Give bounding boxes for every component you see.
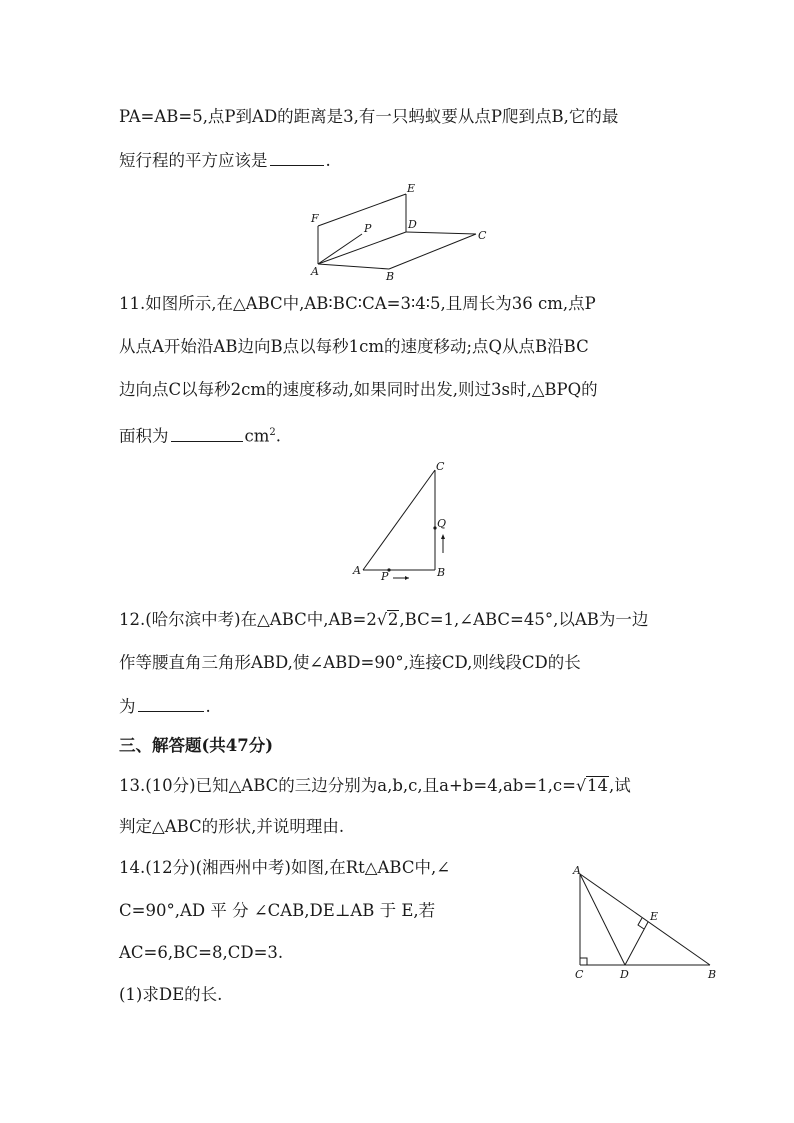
q11-line-4-text: 面积为 [119,426,169,446]
section-3-title: 三、解答题(共47分) [119,736,274,755]
q11-line-3: 边向点C以每秒2cm的速度移动,如果同时出发,则过3s时,△BPQ的 [119,380,598,399]
q10-line-2-end: . [325,151,331,170]
q11-edge-ca [363,470,435,570]
q14-line-1: 14.(12分)(湘西州中考)如图,在Rt△ABC中,∠ [119,858,451,877]
q12-line-3-end: . [205,697,211,716]
q14-segment-ad [580,874,625,965]
q10-edge-fe [318,194,406,226]
q10-figure [300,180,500,285]
q11-unit-exponent: 2 [269,427,276,438]
q11-line-4-end: . [275,426,282,446]
q11-label-c: C [436,460,445,473]
q14-line-2: C=90°,AD 平 分 ∠CAB,DE⊥AB 于 E,若 [119,901,436,920]
q11-unit: cm [244,426,270,446]
q11-line-2: 从点A开始沿AB边向B点以每秒1cm的速度移动;点Q从点B沿BC [119,337,589,356]
q14-segment-de [625,922,648,965]
q10-label-a: A [311,265,319,278]
q11-label-p: P [381,570,389,583]
q12-line-1-post: ,BC=1,∠ABC=45°,以AB为一边 [399,610,649,629]
q11-arrow-p-head [405,576,409,580]
q14-label-c: C [575,968,584,981]
q11-line-1: 11.如图所示,在△ABC中,AB∶BC∶CA=3∶4∶5,且周长为36 cm,点P [119,294,596,313]
q14-right-angle-e [638,918,644,929]
q12-line-3 [119,695,211,718]
q14-line-4: (1)求DE的长. [119,985,223,1004]
q11-label-a: A [353,564,361,577]
q10-segment-ap [318,234,362,264]
q11-label-q: Q [437,517,447,530]
q12-line-1-pre: 12.(哈尔滨中考)在△ABC中,AB=2 [119,610,377,629]
q13-line-2: 判定△ABC的形状,并说明理由. [119,817,345,836]
q11-figure [345,460,455,585]
q14-right-angle-c [580,958,587,965]
q13-line-1-post: ,试 [608,776,631,795]
q14-label-e: E [650,910,659,923]
q13-line-1-pre: 13.(10分)已知△ABC的三边分别为a,b,c,且a+b=4,ab=1,c= [119,776,576,795]
q12-line-3-text: 为 [119,697,136,716]
q11-label-b: B [437,566,446,579]
q10-edge-bc [389,234,476,269]
q10-label-c: C [478,229,487,242]
q10-answer-blank[interactable] [270,149,324,166]
q13-sqrt: √ 14 [575,776,608,795]
q11-line-4 [119,422,281,448]
q11-arrow-q-head [441,534,445,539]
q10-label-d: D [408,218,417,231]
q12-sqrt: √ 2 [376,610,399,629]
q12-line-1 [119,609,648,631]
q10-label-f: F [311,212,319,225]
q10-edge-ab [318,264,389,269]
q14-label-a: A [573,864,581,877]
q12-radicand: 2 [387,610,399,629]
q14-figure [565,860,725,985]
q12-answer-blank[interactable] [138,695,204,712]
q10-label-p: P [364,222,372,235]
q10-line-1: PA=AB=5,点P到AD的距离是3,有一只蚂蚁要从点P爬到点B,它的最 [119,107,619,126]
q12-line-2: 作等腰直角三角形ABD,使∠ABD=90°,连接CD,则线段CD的长 [119,653,581,672]
q10-line-2 [119,149,331,172]
q10-edge-ad [318,232,406,264]
q10-line-2-text: 短行程的平方应该是 [119,151,268,170]
q10-edge-dc [406,232,476,234]
q13-radicand: 14 [586,776,608,795]
q10-label-e: E [407,182,416,195]
q14-edge-ab [580,874,710,965]
q14-label-d: D [620,968,629,981]
q11-answer-blank[interactable] [171,425,243,442]
q10-label-b: B [386,270,395,283]
q14-line-3: AC=6,BC=8,CD=3. [119,943,284,962]
q13-line-1 [119,775,631,797]
q14-label-b: B [708,968,717,981]
